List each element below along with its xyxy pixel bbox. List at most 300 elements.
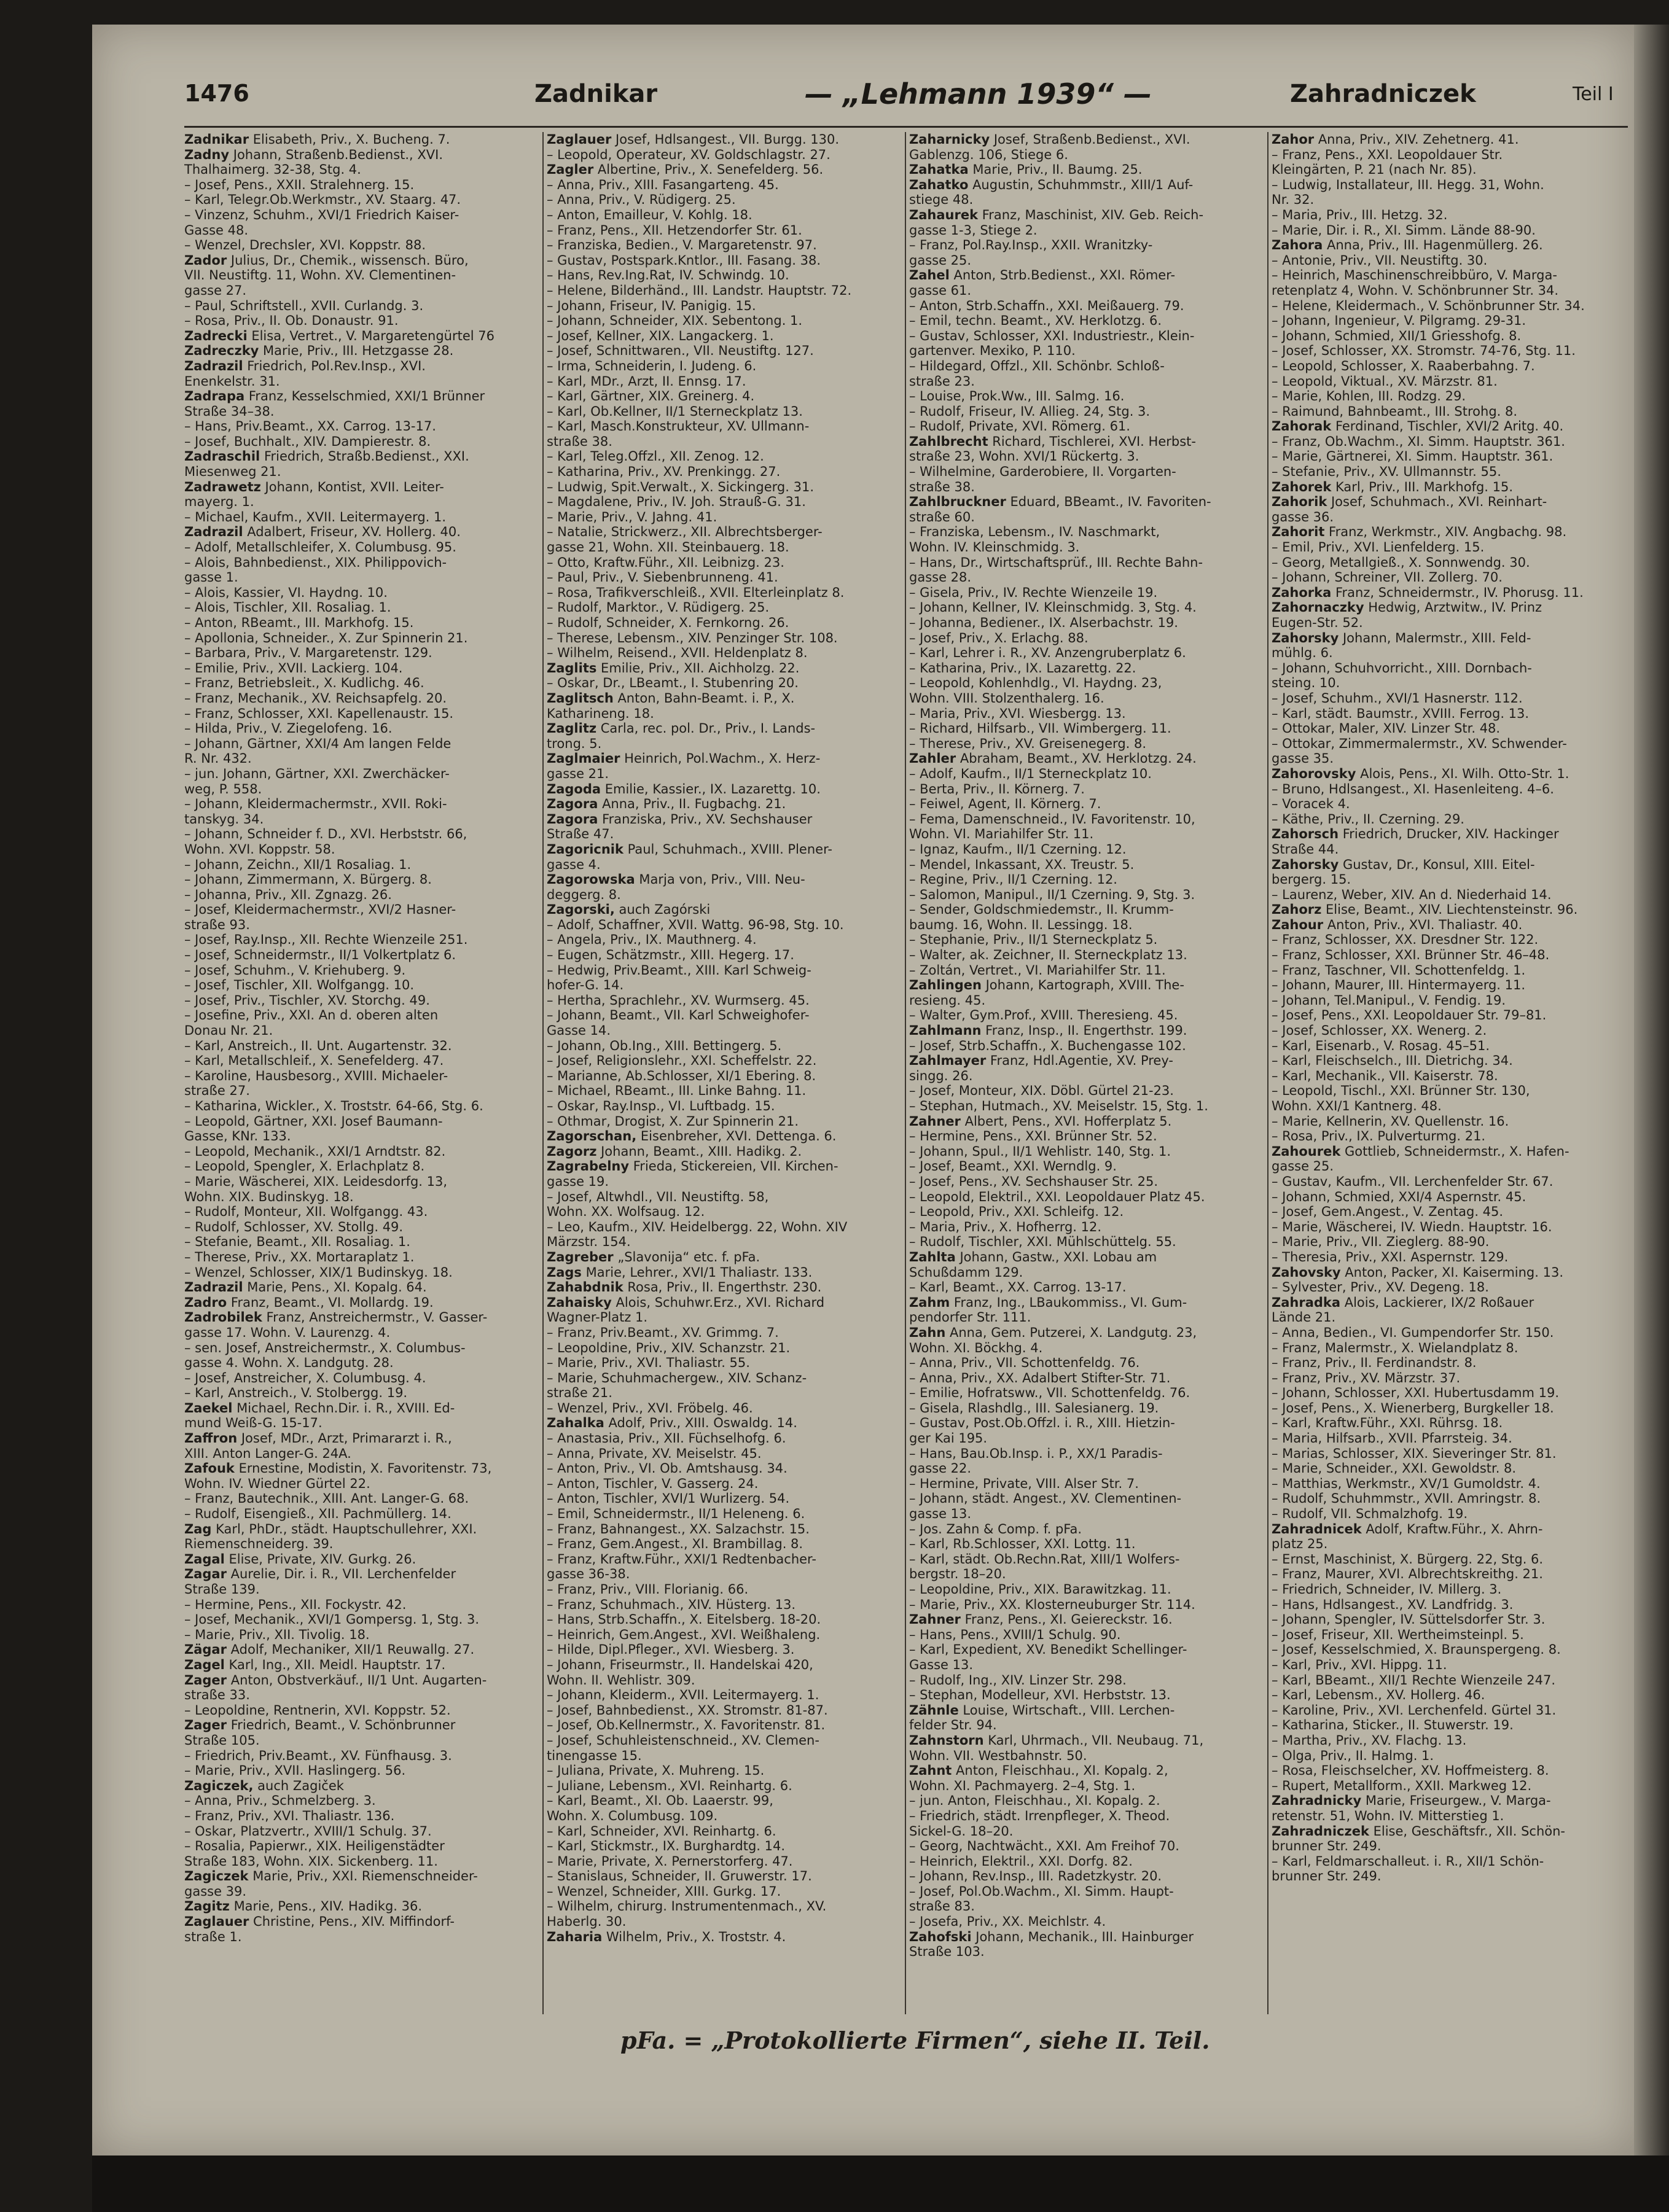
directory-entry-line: – Johann, Schlosser, XXI. Hubertusdamm 19. [1272, 1385, 1559, 1401]
directory-entry-line: – Ludwig, Installateur, III. Hegg. 31, Wohn. [1272, 177, 1544, 192]
directory-entry-line: Zagoda Emilie, Kassier., IX. Lazarettg. 10. [547, 781, 821, 796]
directory-entry-line: – Karl, Eisenarb., V. Rosag. 45–51. [1272, 1038, 1490, 1053]
directory-entry-line: – Marie, Priv., VII. Zieglerg. 88-90. [1272, 1234, 1490, 1250]
directory-entry-line: Gablenzg. 106, Stiege 6. [909, 147, 1068, 162]
directory-entry-line: Zahorz Elise, Beamt., XIV. Liechtensteinstr. 96. [1272, 902, 1578, 917]
directory-entry-line: Wohn. XX. Wolfsaug. 12. [547, 1204, 705, 1220]
directory-entry-line: – Franz, Ob.Wachm., XI. Simm. Hauptstr. 361. [1272, 434, 1565, 449]
directory-entry-line: Zaffron Josef, MDr., Arzt, Primararzt i. R., [184, 1431, 452, 1446]
directory-entry-line: Zaglitsch Anton, Bahn-Beamt. i. P., X. [547, 690, 795, 706]
directory-entry-line: Nr. 32. [1272, 192, 1315, 208]
directory-entry-line: – Otto, Kraftw.Führ., XII. Leibnizg. 23. [547, 555, 784, 570]
directory-entry-line: stiege 48. [909, 192, 974, 208]
directory-entry-line: – Rudolf, Marktor., V. Rüdigerg. 25. [547, 600, 770, 615]
directory-entry-line: retenplatz 4, Wohn. V. Schönbrunner Str. 34. [1272, 282, 1559, 298]
directory-entry-line: – Berta, Priv., II. Körnerg. 7. [909, 781, 1085, 796]
directory-entry-line: – Karl, Mechanik., VII. Kaiserstr. 78. [1272, 1068, 1498, 1083]
directory-entry-line: gasse 36-38. [547, 1567, 630, 1582]
header-rule [184, 126, 1628, 128]
directory-entry-line: – Oskar, Platzvertr., XVIII/1 Schulg. 37. [184, 1823, 432, 1839]
directory-entry-line: Schußdamm 129. [909, 1264, 1023, 1280]
directory-entry-line: VII. Neustiftg. 11, Wohn. XV. Clementinen- [184, 268, 456, 283]
directory-entry-line: – Hans, Dr., Wirtschaftsprüf., III. Rechte Bahn- [909, 555, 1203, 570]
directory-entry-line: – Heinrich, Elektril., XXI. Dorfg. 82. [909, 1853, 1133, 1869]
directory-entry-line: – Stefanie, Priv., XV. Ullmannstr. 55. [1272, 464, 1501, 480]
directory-entry-line: gasse 61. [909, 282, 972, 298]
directory-entry-line: Zahalka Adolf, Priv., XIII. Oswaldg. 14. [547, 1416, 797, 1431]
directory-entry-line: – Franz, Priv., XVI. Thaliastr. 136. [184, 1808, 395, 1823]
directory-entry-line: Märzstr. 154. [547, 1234, 631, 1250]
directory-entry-line: – Michael, Kaufm., XVII. Leitermayerg. 1. [184, 509, 447, 524]
directory-entry-line: – Karl, Priv., XVI. Hippg. 11. [1272, 1657, 1447, 1672]
directory-entry-line: – Karl, Metallschleif., X. Senefelderg. 47. [184, 1053, 444, 1069]
directory-entry-line: – Josef, Strb.Schaffn., X. Buchengasse 102. [909, 1038, 1186, 1053]
directory-entry-line: – Johann, Kellner, IV. Kleinschmidg. 3, Stg. 4. [909, 600, 1197, 615]
directory-entry-line: – Josef, Pol.Ob.Wachm., XI. Simm. Haupt- [909, 1883, 1174, 1899]
directory-entry-line: – Jos. Zahn & Comp. f. pFa. [909, 1521, 1082, 1536]
directory-entry-line: – Alois, Kassier, VI. Haydng. 10. [184, 585, 388, 600]
directory-entry-line: gasse 21, Wohn. XII. Steinbauerg. 18. [547, 540, 789, 555]
directory-entry-line: Zag Karl, PhDr., städt. Hauptschullehrer, XXI. [184, 1521, 477, 1536]
directory-entry-line: Zähnle Louise, Wirtschaft., VIII. Lerchen- [909, 1702, 1175, 1718]
book-page-edge [1634, 25, 1669, 2156]
directory-entry-line: – Katharina, Priv., IX. Lazarettg. 22. [909, 660, 1136, 676]
directory-entry-line: – Wenzel, Drechsler, XVI. Koppstr. 88. [184, 238, 426, 253]
directory-entry-line: Zadrobilek Franz, Anstreichermstr., V. Gasser- [184, 1310, 488, 1325]
directory-entry-line: Zagorz Johann, Beamt., XIII. Hadikg. 2. [547, 1143, 802, 1159]
directory-entry-line: – Anna, Private, XV. Meiselstr. 45. [547, 1446, 762, 1461]
directory-entry-line: – Karl, Stickmstr., IX. Burghardtg. 14. [547, 1839, 786, 1854]
directory-entry-line: Zahorek Karl, Priv., III. Markhofg. 15. [1272, 479, 1514, 494]
directory-entry-line: – Wilhelm, chirurg. Instrumentenmach., XV. [547, 1899, 827, 1914]
directory-entry-line: – Josef, Kesselschmied, X. Braunspergeng. 8. [1272, 1642, 1561, 1657]
directory-entry-line: Lände 21. [1272, 1310, 1336, 1325]
directory-entry-line: – Anton, Emailleur, V. Kohlg. 18. [547, 207, 752, 222]
directory-entry-line: – Franz, Kraftw.Führ., XXI/1 Redtenbacher- [547, 1551, 816, 1567]
directory-entry-line: Zahlmayer Franz, Hdl.Agentie, XV. Prey- [909, 1053, 1173, 1069]
directory-entry-line: – Juliane, Lebensm., XVI. Reinhartg. 6. [547, 1778, 792, 1793]
directory-entry-line: Zaglmaier Heinrich, Pol.Wachm., X. Herz- [547, 751, 821, 766]
left-running-headword: Zadnikar [534, 80, 658, 108]
directory-entry-line: Kleingärten, P. 21 (nach Nr. 85). [1272, 162, 1477, 177]
directory-entry-line: straße 23. [909, 373, 975, 389]
footer-note: pFa. = „Protokollierte Firmen“, siehe II. Teil. [620, 2027, 1210, 2054]
directory-entry-line: – Barbara, Priv., V. Margaretenstr. 129. [184, 645, 432, 661]
directory-entry-line: – Marie, Schneider., XXI. Gewoldstr. 8. [1272, 1461, 1517, 1476]
directory-entry-line: – Josef, Schnittwaren., VII. Neustiftg. 127. [547, 343, 814, 359]
directory-entry-line: Zadrazil Friedrich, Pol.Rev.Insp., XVI. [184, 358, 426, 373]
directory-entry-line: Zaglits Emilie, Priv., XII. Aichholzg. 22. [547, 660, 800, 676]
directory-entry-line: – Anton, Tischler, XVI/1 Wurlizerg. 54. [547, 1491, 790, 1506]
directory-entry-line: – Franz, Priv., XV. Märzstr. 37. [1272, 1370, 1461, 1385]
directory-entry-line: – Josef, Gem.Angest., V. Zentag. 45. [1272, 1204, 1504, 1220]
directory-entry-line: Wohn. XI. Pachmayerg. 2–4, Stg. 1. [909, 1778, 1136, 1793]
directory-entry-line: – Katharina, Priv., XV. Prenkingg. 27. [547, 464, 781, 480]
directory-entry-line: gasse 4. [547, 857, 601, 872]
directory-entry-line: – Franziska, Bedien., V. Margaretenstr. 97. [547, 238, 817, 253]
directory-entry-line: – Gustav, Kaufm., VII. Lerchenfelder Str. 67. [1272, 1174, 1554, 1189]
directory-entry-line: – Therese, Lebensm., XIV. Penzinger Str. 108. [547, 630, 838, 645]
directory-entry-line: Katharineng. 18. [547, 706, 654, 721]
directory-entry-line: – Olga, Priv., II. Halmg. 1. [1272, 1748, 1434, 1763]
directory-entry-line: trong. 5. [547, 736, 602, 751]
directory-entry-line: Zahatka Marie, Priv., II. Baumg. 25. [909, 162, 1143, 177]
directory-entry-line: Gasse 14. [547, 1023, 611, 1038]
directory-entry-line: Zaharnicky Josef, Straßenb.Bedienst., XVI. [909, 132, 1190, 147]
directory-entry-line: Zagorski, auch Zagórski [547, 902, 711, 917]
directory-entry-line: – Emil, Priv., XVI. Lienfelderg. 15. [1272, 540, 1485, 555]
directory-entry-line: gasse 36. [1272, 509, 1334, 524]
directory-entry-line: – Stephan, Hutmach., XV. Meiselstr. 15, Stg. 1. [909, 1099, 1208, 1113]
directory-entry-line: – Josef, Bahnbedienst., XX. Stromstr. 81-87. [547, 1702, 828, 1718]
directory-entry-line: – Wilhelm, Reisend., XVII. Heldenplatz 8. [547, 645, 808, 661]
directory-entry-line: – Gisela, Priv., IV. Rechte Wienzeile 19. [909, 585, 1158, 600]
directory-entry-line: – Marie, Priv., XVII. Haslingerg. 56. [184, 1763, 406, 1778]
directory-entry-line: – Leopold, Mechanik., XXI/1 Arndtstr. 82. [184, 1143, 446, 1159]
directory-entry-line: – Karl, Feldmarschalleut. i. R., XII/1 Schön- [1272, 1853, 1544, 1869]
directory-entry-line: deggerg. 8. [547, 887, 621, 902]
directory-entry-line: Zagiczek Marie, Priv., XXI. Riemenschneider- [184, 1869, 478, 1884]
directory-entry-line: – Hedwig, Priv.Beamt., XIII. Karl Schweig- [547, 962, 811, 978]
directory-entry-line: – Apollonia, Schneider., X. Zur Spinnerin 21. [184, 630, 468, 645]
directory-entry-line: gasse 17. Wohn. V. Laurenzg. 4. [184, 1325, 391, 1340]
directory-entry-line: – Johann, Kleiderm., XVII. Leitermayerg. 1. [547, 1688, 819, 1703]
directory-entry-line: Zaglauer Christine, Pens., XIV. Miffindorf- [184, 1914, 455, 1930]
directory-entry-line: Zahora Anna, Priv., III. Hagenmüllerg. 26. [1272, 238, 1543, 253]
directory-entry-line: – Hilde, Dipl.Pfleger., XVI. Wiesberg. 3. [547, 1642, 795, 1657]
directory-entry-line: – Gustav, Postspark.Kntlor., III. Fasang. 38. [547, 252, 821, 268]
directory-entry-line: – Theresia, Priv., XXI. Aspernstr. 129. [1272, 1249, 1509, 1264]
directory-entry-line: – Hans, Hdlsangest., XV. Landfridg. 3. [1272, 1597, 1514, 1612]
directory-entry-line: – Emil, techn. Beamt., XV. Herklotzg. 6. [909, 313, 1162, 329]
directory-entry-line: – Anton, RBeamt., III. Markhofg. 15. [184, 615, 414, 630]
directory-entry-line: gasse 21. [547, 766, 609, 781]
directory-entry-line: – Marie, Dir. i. R., XI. Simm. Lände 88-90. [1272, 222, 1536, 238]
directory-entry-line: mayerg. 1. [184, 494, 254, 510]
directory-entry-line: Enenkelstr. 31. [184, 373, 280, 389]
directory-entry-line: – Josef, Pens., XXII. Stralehnerg. 15. [184, 177, 415, 192]
directory-entry-line: – Stefanie, Beamt., XII. Rosaliag. 1. [184, 1234, 410, 1250]
directory-entry-line: – Johanna, Bediener., IX. Alserbachstr. 19. [909, 615, 1178, 630]
directory-entry-line: – Rudolf, Ing., XIV. Linzer Str. 298. [909, 1672, 1127, 1688]
directory-entry-line: Zahornaczky Hedwig, Arztwitw., IV. Prinz [1272, 600, 1542, 615]
directory-entry-line: – Johann, Spengler, IV. Süttelsdorfer Str. 3. [1272, 1612, 1546, 1627]
directory-entry-line: tinengasse 15. [547, 1748, 642, 1763]
directory-entry-line: – Johann, Rev.Insp., III. Radetzkystr. 20. [909, 1869, 1162, 1884]
directory-entry-line: – jun. Johann, Gärtner, XXI. Zwerchäcker- [184, 766, 450, 781]
directory-entry-line: gasse 27. [184, 282, 247, 298]
directory-entry-line: – Stephan, Modelleur, XVI. Herbststr. 13. [909, 1688, 1171, 1703]
directory-entry-line: – Josef, Mechanik., XVI/1 Gompersg. 1, Stg. 3. [184, 1612, 480, 1627]
directory-entry-line: – Franz, Pens., XXI. Leopoldauer Str. [1272, 147, 1503, 162]
directory-entry-line: – Karl, Beamt., XX. Carrog. 13-17. [909, 1280, 1127, 1295]
directory-entry-line: Zahlmann Franz, Insp., II. Engerthstr. 199. [909, 1023, 1187, 1038]
directory-entry-line: – Marie, Priv., XVI. Thaliastr. 55. [547, 1355, 750, 1371]
directory-entry-line: – Rudolf, Schneider, X. Fernkorng. 26. [547, 615, 789, 630]
directory-entry-line: Zahorsky Johann, Malermstr., XIII. Feld- [1272, 630, 1531, 645]
directory-entry-line: – Marie, Priv., XX. Klosterneuburger Str. 114. [909, 1597, 1195, 1612]
directory-entry-line: – Gustav, Schlosser, XXI. Industriestr., Klein- [909, 328, 1195, 343]
directory-entry-line: – Franz, Malermstr., X. Wielandplatz 8. [1272, 1340, 1519, 1355]
directory-entry-line: – Karl, Rb.Schlosser, XXI. Lottg. 11. [909, 1536, 1136, 1552]
directory-entry-line: Gasse, KNr. 133. [184, 1129, 291, 1144]
column-4 [1272, 132, 1625, 2014]
directory-entry-line: Zaekel Michael, Rechn.Dir. i. R., XVIII. Ed- [184, 1400, 455, 1416]
directory-entry-line: – Marianne, Ab.Schlosser, XI/1 Ebering. 8. [547, 1068, 816, 1083]
directory-entry-line: – Louise, Prok.Ww., III. Salmg. 16. [909, 389, 1125, 404]
directory-entry-line: – Leopold, Elektril., XXI. Leopoldauer Platz 45. [909, 1189, 1205, 1204]
directory-entry-line: Gasse 13. [909, 1657, 974, 1672]
directory-entry-line: – Mendel, Inkassant, XX. Treustr. 5. [909, 857, 1135, 872]
directory-entry-line: – Johann, Beamt., VII. Karl Schweighofer- [547, 1008, 810, 1023]
directory-entry-line: – Wilhelmine, Garderobiere, II. Vorgarten- [909, 464, 1176, 480]
column-divider [1267, 132, 1268, 2014]
directory-entry-line: Zahlbrecht Richard, Tischlerei, XVI. Herbst- [909, 434, 1196, 449]
directory-entry-line: – Karl, Anstreich., II. Unt. Augartenstr. 32. [184, 1038, 452, 1053]
directory-entry-line: – Irma, Schneiderin, I. Judeng. 6. [547, 358, 757, 373]
directory-entry-line: – Franz, Maurer, XVI. Albrechtskreithg. 21. [1272, 1567, 1543, 1582]
directory-entry-line: gartenver. Mexiko, P. 110. [909, 343, 1076, 359]
directory-entry-line: Zaharia Wilhelm, Priv., X. Troststr. 4. [547, 1929, 786, 1944]
directory-entry-line: baumg. 16, Wohn. II. Lessingg. 18. [909, 917, 1133, 932]
directory-entry-line: Straße 103. [909, 1944, 985, 1960]
directory-entry-line: – Marie, Priv., V. Jahng. 41. [547, 509, 717, 524]
directory-entry-line: – Marie, Schuhmachergew., XIV. Schanz- [547, 1370, 807, 1385]
directory-entry-line: – Josefine, Priv., XXI. An d. oberen alten [184, 1008, 439, 1023]
directory-entry-line: Zagorowska Marja von, Priv., VIII. Neu- [547, 872, 805, 887]
directory-entry-line: steing. 10. [1272, 676, 1340, 691]
directory-entry-line: – Adolf, Schaffner, XVII. Wattg. 96-98, Stg. 10. [547, 917, 844, 932]
directory-entry-line: – Johann, städt. Angest., XV. Clementinen- [909, 1491, 1182, 1506]
directory-entry-line: – Josef, Altwhdl., VII. Neustiftg. 58, [547, 1189, 769, 1204]
directory-entry-line: Zahnt Anton, Fleischhau., XI. Kopalg. 2, [909, 1763, 1168, 1778]
directory-entry-line: – Josef, Ob.Kellnermstr., X. Favoritenstr. 81. [547, 1718, 826, 1733]
directory-entry-line: Wohn. IV. Kleinschmidg. 3. [909, 540, 1080, 555]
directory-entry-line: – Leopold, Viktual., XV. Märzstr. 81. [1272, 373, 1498, 389]
directory-entry-line: – Johanna, Priv., XII. Zgnazg. 26. [184, 887, 392, 902]
directory-entry-line: – Anna, Priv., VII. Schottenfeldg. 76. [909, 1355, 1140, 1371]
directory-entry-line: – Fema, Damenschneid., IV. Favoritenstr. 10, [909, 811, 1195, 827]
directory-entry-line: Zahaurek Franz, Maschinist, XIV. Geb. Reich- [909, 207, 1204, 222]
directory-entry-line: – Josef, Monteur, XIX. Döbl. Gürtel 21-23. [909, 1083, 1174, 1099]
directory-entry-line: Zadnikar Elisabeth, Priv., X. Bucheng. 7. [184, 132, 450, 147]
directory-entry-line: Straße 105. [184, 1732, 260, 1748]
directory-entry-line: – Zoltán, Vertret., VI. Mariahilfer Str. 11. [909, 962, 1166, 978]
directory-entry-line: – Johann, Zeichn., XII/1 Rosaliag. 1. [184, 857, 412, 872]
directory-entry-line: – Anastasia, Priv., XII. Füchselhofg. 6. [547, 1431, 786, 1446]
directory-entry-line: – Eugen, Schätzmstr., XIII. Hegerg. 17. [547, 948, 794, 963]
directory-entry-line: – Bruno, Hdlsangest., XI. Hasenleiteng. 4–6. [1272, 781, 1554, 796]
directory-entry-line: – Karl, Kraftw.Führ., XXI. Rührsg. 18. [1272, 1416, 1503, 1431]
directory-entry-line: – Josef, Pens., XXI. Leopoldauer Str. 79–81. [1272, 1008, 1547, 1023]
directory-entry-line: straße 93. [184, 917, 250, 932]
directory-entry-line: – Gustav, Post.Ob.Offzl. i. R., XIII. Hietzin- [909, 1416, 1175, 1431]
directory-entry-line: – Franz, Pens., XII. Hetzendorfer Str. 61. [547, 222, 802, 238]
directory-entry-line: – Josef, Pens., XV. Sechshauser Str. 25. [909, 1174, 1159, 1189]
directory-entry-line: – Josef, Kleidermachermstr., XVI/2 Hasner- [184, 902, 456, 917]
directory-entry-line: brunner Str. 249. [1272, 1869, 1382, 1884]
directory-entry-line: – Franz, Priv., VIII. Florianig. 66. [547, 1582, 749, 1597]
directory-entry-line: – Maria, Priv., X. Hofherrg. 12. [909, 1219, 1102, 1234]
directory-entry-line: – Marie, Priv., XII. Tivolig. 18. [184, 1627, 370, 1642]
directory-entry-line: – Therese, Priv., XX. Mortaraplatz 1. [184, 1249, 415, 1264]
directory-entry-line: – Voracek 4. [1272, 796, 1350, 812]
directory-entry-line: Zahofski Johann, Mechanik., III. Hainburger [909, 1929, 1194, 1944]
directory-entry-line: – Hertha, Sprachlehr., XV. Wurmserg. 45. [547, 992, 810, 1008]
directory-entry-line: R. Nr. 432. [184, 751, 252, 766]
directory-entry-line: mund Weiß-G. 15-17. [184, 1416, 322, 1431]
directory-entry-line: Wohn. VII. Westbahnstr. 50. [909, 1748, 1087, 1763]
directory-entry-line: – Emil, Schneidermstr., II/1 Heleneng. 6. [547, 1506, 805, 1522]
directory-entry-line: – Franz, Schuhmach., XIV. Hüsterg. 13. [547, 1597, 796, 1612]
directory-entry-line: – Karl, Teleg.Offzl., XII. Zenog. 12. [547, 449, 764, 464]
directory-entry-line: Zagal Elise, Private, XIV. Gurkg. 26. [184, 1551, 416, 1567]
directory-entry-line: – Josef, Schuhm., V. Kriehuberg. 9. [184, 962, 406, 978]
directory-entry-line: – Rosalia, Papierwr., XIX. Heiligenstädter [184, 1839, 445, 1854]
directory-entry-line: Zaglitz Carla, rec. pol. Dr., Priv., I. Lands- [547, 721, 816, 736]
directory-entry-line: – Alois, Bahnbedienst., XIX. Philippovich- [184, 555, 447, 570]
directory-entry-line: Zahorak Ferdinand, Tischler, XVI/2 Aritg. 40. [1272, 419, 1564, 434]
directory-entry-line: – sen. Josef, Anstreichermstr., X. Columbus- [184, 1340, 466, 1355]
directory-entry-line: – Johann, Friseur, IV. Panigig. 15. [547, 298, 756, 313]
directory-entry-line: – Karoline, Priv., XVI. Lerchenfeld. Gürtel 31. [1272, 1702, 1557, 1718]
directory-entry-line: – Paul, Schriftstell., XVII. Curlandg. 3. [184, 298, 424, 313]
directory-entry-line: – Josef, Priv., X. Erlachg. 88. [909, 630, 1089, 645]
directory-entry-line: gasse 39. [184, 1883, 247, 1899]
directory-entry-line: – Oskar, Ray.Insp., VI. Luftbadg. 15. [547, 1099, 775, 1113]
directory-entry-line: – Stephanie, Priv., II/1 Sterneckplatz 5. [909, 932, 1158, 948]
directory-entry-line: – Richard, Hilfsarb., VII. Wimbergerg. 11. [909, 721, 1171, 736]
directory-entry-line: Sickel-G. 18–20. [909, 1823, 1014, 1839]
directory-entry-line: – Franz, Taschner, VII. Schottenfeldg. 1. [1272, 962, 1526, 978]
directory-entry-line: – Karl, Lebensm., XV. Hollerg. 46. [1272, 1688, 1485, 1703]
directory-entry-line: Zahorsch Friedrich, Drucker, XIV. Hackinger [1272, 827, 1559, 842]
column-divider [542, 132, 544, 2014]
directory-entry-line: – Katharina, Wickler., X. Troststr. 64-66, Stg. 6. [184, 1099, 483, 1113]
directory-entry-line: – Josef, Schneidermstr., II/1 Volkertplatz 6. [184, 948, 456, 963]
directory-entry-line: – Paul, Priv., V. Siebenbrunneng. 41. [547, 570, 778, 585]
directory-entry-line: gasse 22. [909, 1461, 972, 1476]
directory-entry-line: – Wenzel, Schlosser, XIX/1 Budinskyg. 18. [184, 1264, 453, 1280]
directory-entry-line: – Hans, Bau.Ob.Insp. i. P., XX/1 Paradis- [909, 1446, 1163, 1461]
directory-entry-line: – Johann, Schneider f. D., XVI. Herbststr. 66, [184, 827, 467, 842]
directory-entry-line: – Franz, Mechanik., XV. Reichsapfelg. 20. [184, 690, 447, 706]
directory-entry-line: Zadrecki Elisa, Vertret., V. Margaretengürtel 76 [184, 328, 494, 343]
directory-entry-line: – Anna, Priv., Schmelzberg. 3. [184, 1793, 376, 1809]
directory-entry-line: Zagel Karl, Ing., XII. Meidl. Hauptstr. 17. [184, 1657, 446, 1672]
directory-entry-line: – Maria, Priv., III. Hetzg. 32. [1272, 207, 1448, 222]
directory-entry-line: – Magdalene, Priv., IV. Joh. Strauß-G. 31. [547, 494, 806, 510]
directory-entry-line: – Adolf, Metallschleifer, X. Columbusg. 95. [184, 540, 456, 555]
directory-entry-line: Zagreber „Slavonija“ etc. f. pFa. [547, 1249, 760, 1264]
directory-entry-line: bergerg. 15. [1272, 872, 1351, 887]
directory-entry-line: – Anna, Priv., XIII. Fasangarteng. 45. [547, 177, 779, 192]
directory-entry-line: – Anna, Priv., XX. Adalbert Stifter-Str. 71. [909, 1370, 1171, 1385]
column-divider [905, 132, 906, 2014]
directory-entry-line: – Josef, Schlosser, XX. Stromstr. 74-76, Stg. 11. [1272, 343, 1576, 359]
directory-entry-line: Zahradka Alois, Lackierer, IX/2 Roßauer [1272, 1295, 1534, 1310]
directory-entry-line: tanskyg. 34. [184, 811, 264, 827]
directory-entry-line: – Leopold, Gärtner, XXI. Josef Baumann- [184, 1113, 443, 1129]
directory-entry-line: Zahlbruckner Eduard, BBeamt., IV. Favoriten- [909, 494, 1211, 510]
directory-entry-line: Zador Julius, Dr., Chemik., wissensch. Büro, [184, 252, 469, 268]
directory-entry-line: Zagiczek, auch Zagiček [184, 1778, 344, 1793]
directory-entry-line: felder Str. 94. [909, 1718, 997, 1733]
directory-entry-line: Wohn. XIX. Budinskyg. 18. [184, 1189, 354, 1204]
directory-entry-line: resieng. 45. [909, 992, 986, 1008]
directory-entry-line: – Sylvester, Priv., XV. Degeng. 18. [1272, 1280, 1489, 1295]
directory-entry-line: – Johann, Gärtner, XXI/4 Am langen Felde [184, 736, 451, 751]
directory-entry-line: – Martha, Priv., XV. Flachg. 13. [1272, 1732, 1467, 1748]
directory-entry-line: – Franz, Bahnangest., XX. Salzachstr. 15. [547, 1521, 810, 1536]
directory-entry-line: – Matthias, Werkmstr., XV/1 Gumoldstr. 4. [1272, 1476, 1541, 1491]
directory-entry-line: – Helene, Kleidermach., V. Schönbrunner Str. 34. [1272, 298, 1585, 313]
directory-entry-line: – Alois, Tischler, XII. Rosaliag. 1. [184, 600, 391, 615]
directory-entry-line: – Josef, Friseur, XII. Wertheimsteinpl. 5. [1272, 1627, 1524, 1642]
directory-entry-line: Zahabdnik Rosa, Priv., II. Engerthstr. 230. [547, 1280, 822, 1295]
directory-entry-line: – Ernst, Maschinist, X. Bürgerg. 22, Stg. 6. [1272, 1551, 1544, 1567]
directory-entry-line: gasse 1. [184, 570, 238, 585]
directory-entry-line: – Katharina, Sticker., II. Stuwerstr. 19. [1272, 1718, 1514, 1733]
directory-entry-line: – Josef, Tischler, XII. Wolfgangg. 10. [184, 978, 415, 993]
column-2 [547, 132, 900, 2014]
directory-entry-line: – Vinzenz, Schuhm., XVI/1 Friedrich Kaiser- [184, 207, 459, 222]
directory-entry-line: – Rudolf, Schlosser, XV. Stollg. 49. [184, 1219, 404, 1234]
directory-entry-line: – Adolf, Kaufm., II/1 Sterneckplatz 10. [909, 766, 1152, 781]
directory-entry-line: – Johann, Tel.Manipul., V. Fendig. 19. [1272, 992, 1506, 1008]
directory-entry-line: – Raimund, Bahnbeamt., III. Strohg. 8. [1272, 403, 1518, 419]
directory-entry-line: – Karl, Gärtner, XIX. Greinerg. 4. [547, 389, 755, 404]
directory-entry-line: – Wenzel, Schneider, XIII. Gurkg. 17. [547, 1883, 781, 1899]
directory-entry-line: – Karl, Lehrer i. R., XV. Anzengruberplatz 6. [909, 645, 1186, 661]
directory-entry-line: – Hermine, Private, VIII. Alser Str. 7. [909, 1476, 1139, 1491]
directory-entry-line: Zahler Abraham, Beamt., XV. Herklotzg. 24. [909, 751, 1197, 766]
directory-entry-line: – Salomon, Manipul., II/1 Czerning. 9, Stg. 3. [909, 887, 1195, 902]
directory-entry-line: Zägar Adolf, Mechaniker, XII/1 Reuwallg. 27. [184, 1642, 475, 1657]
directory-entry-line: straße 38. [909, 479, 975, 494]
directory-entry-line: – Rosa, Priv., IX. Pulverturmg. 21. [1272, 1129, 1486, 1144]
directory-entry-line: – Hans, Priv.Beamt., XX. Carrog. 13-17. [184, 419, 436, 434]
directory-entry-line: – Franz, Priv., II. Ferdinandstr. 8. [1272, 1355, 1477, 1371]
directory-entry-line: – Helene, Bilderhänd., III. Landstr. Hauptstr. 72. [547, 282, 852, 298]
directory-entry-line: Zagler Albertine, Priv., X. Senefelderg. 56. [547, 162, 824, 177]
directory-entry-line: Zahorka Franz, Schneidermstr., IV. Phorusg. 11. [1272, 585, 1584, 600]
directory-entry-line: straße 83. [909, 1899, 975, 1914]
directory-entry-line: gasse 1-3, Stiege 2. [909, 222, 1038, 238]
directory-entry-line: – Rosa, Priv., II. Ob. Donaustr. 91. [184, 313, 399, 329]
directory-entry-line: – Josef, Religionslehr., XXI. Scheffelstr. 22. [547, 1053, 817, 1069]
directory-entry-line: – Georg, Nachtwächt., XXI. Am Freihof 70. [909, 1839, 1179, 1854]
directory-entry-line: – Leopoldine, Rentnerin, XVI. Koppstr. 52. [184, 1702, 451, 1718]
directory-entry-line: mühlg. 6. [1272, 645, 1333, 661]
directory-entry-line: – Rudolf, VII. Schmalzhofg. 19. [1272, 1506, 1468, 1522]
directory-entry-line: Zagorschan, Eisenbreher, XVI. Dettenga. 6. [547, 1129, 837, 1144]
directory-entry-line: – Anton, Strb.Schaffn., XXI. Meißauerg. 79. [909, 298, 1184, 313]
directory-entry-line: Zags Marie, Lehrer., XVI/1 Thaliastr. 133. [547, 1264, 813, 1280]
directory-entry-line: – Marias, Schlosser, XIX. Sieveringer Str. 81. [1272, 1446, 1557, 1461]
directory-entry-line: – Leopold, Spengler, X. Erlachplatz 8. [184, 1159, 425, 1174]
directory-entry-line: – Rudolf, Eisengieß., XII. Pachmüllerg. 14. [184, 1506, 451, 1522]
directory-entry-line: – Franz, Bautechnik., XIII. Ant. Langer-G. 68. [184, 1491, 469, 1506]
directory-entry-line: – Rosa, Trafikverschleiß., XVII. Elterleinplatz 8. [547, 585, 845, 600]
directory-entry-line: Zagitz Marie, Pens., XIV. Hadikg. 36. [184, 1899, 423, 1914]
directory-entry-line: Eugen-Str. 52. [1272, 615, 1363, 630]
directory-entry-line: Wohn. VIII. Stolzenthalerg. 16. [909, 690, 1104, 706]
directory-entry-line: Wagner-Platz 1. [547, 1310, 648, 1325]
directory-entry-line: – Hildegard, Offzl., XII. Schönbr. Schloß- [909, 358, 1165, 373]
directory-entry-line: – Othmar, Drogist, X. Zur Spinnerin 21. [547, 1113, 799, 1129]
directory-entry-line: – Wenzel, Priv., XVI. Fröbelg. 46. [547, 1400, 753, 1416]
